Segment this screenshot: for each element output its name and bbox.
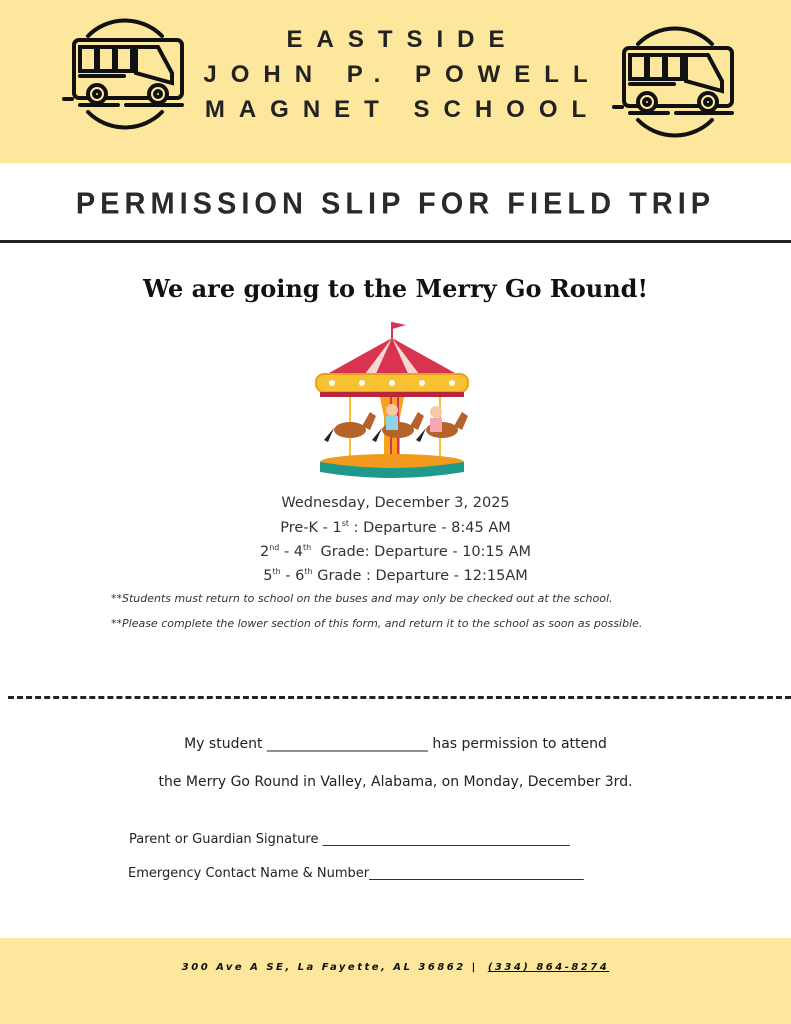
trip-heading: We are going to the Merry Go Round!: [143, 274, 648, 303]
text: Emergency Contact Name & Number: [128, 866, 370, 881]
phone-link[interactable]: (334) 864-8274: [487, 962, 610, 973]
text: th: [304, 567, 313, 577]
departure-5-6: [0, 562, 791, 586]
signature-line: [129, 832, 570, 847]
footer-contact: [0, 962, 791, 973]
trip-date: Wednesday, December 3, 2025: [281, 495, 510, 511]
footer-banner: [0, 938, 791, 1024]
trip-details: [0, 494, 791, 586]
text: Grade: Departure - 10:15 AM: [311, 543, 532, 560]
text: Pre-K - 1: [280, 519, 342, 536]
text: - 6: [280, 567, 305, 584]
departure-prek-1: [0, 514, 791, 538]
emergency-contact-field[interactable]: _________________________________: [369, 866, 584, 881]
note-complete: **Please complete the lower section of this form, and return it to the school as soon as possible.: [111, 617, 643, 630]
text: th: [272, 567, 281, 577]
text: Parent or Guardian Signature: [129, 832, 323, 847]
text: My student: [184, 736, 267, 752]
text: th: [303, 542, 312, 552]
text: st: [341, 518, 350, 528]
school-line: EASTSIDE: [286, 26, 519, 53]
student-name-field[interactable]: _______________________: [266, 736, 428, 752]
departure-2-4: [0, 538, 791, 562]
permission-destination: the Merry Go Round in Valley, Alabama, on Monday, December 3rd.: [158, 774, 633, 790]
signature-field[interactable]: ______________________________________: [322, 832, 570, 847]
text: has permission to attend: [427, 736, 607, 752]
carousel-illustration: [312, 318, 472, 480]
note-return: **Students must return to school on the buses and may only be checked out at the school.: [111, 592, 613, 605]
student-permission-line: [0, 736, 791, 752]
school-name: [0, 22, 791, 127]
school-line: MAGNET SCHOOL: [204, 96, 601, 123]
text: nd: [269, 542, 280, 552]
emergency-contact-line: [128, 866, 584, 881]
school-line: JOHN P. POWELL: [203, 61, 602, 88]
text: : Departure - 8:45 AM: [349, 519, 511, 536]
text: Grade : Departure - 12:15AM: [312, 567, 528, 584]
school-address: 300 Ave A SE, La Fayette, AL 36862 |: [181, 962, 478, 973]
page-title: PERMISSION SLIP FOR FIELD TRIP: [75, 187, 716, 221]
text: 5: [263, 567, 273, 584]
text: 2: [259, 543, 270, 560]
divider: [0, 240, 791, 243]
text: - 4: [279, 543, 304, 560]
cut-line: [8, 696, 791, 699]
